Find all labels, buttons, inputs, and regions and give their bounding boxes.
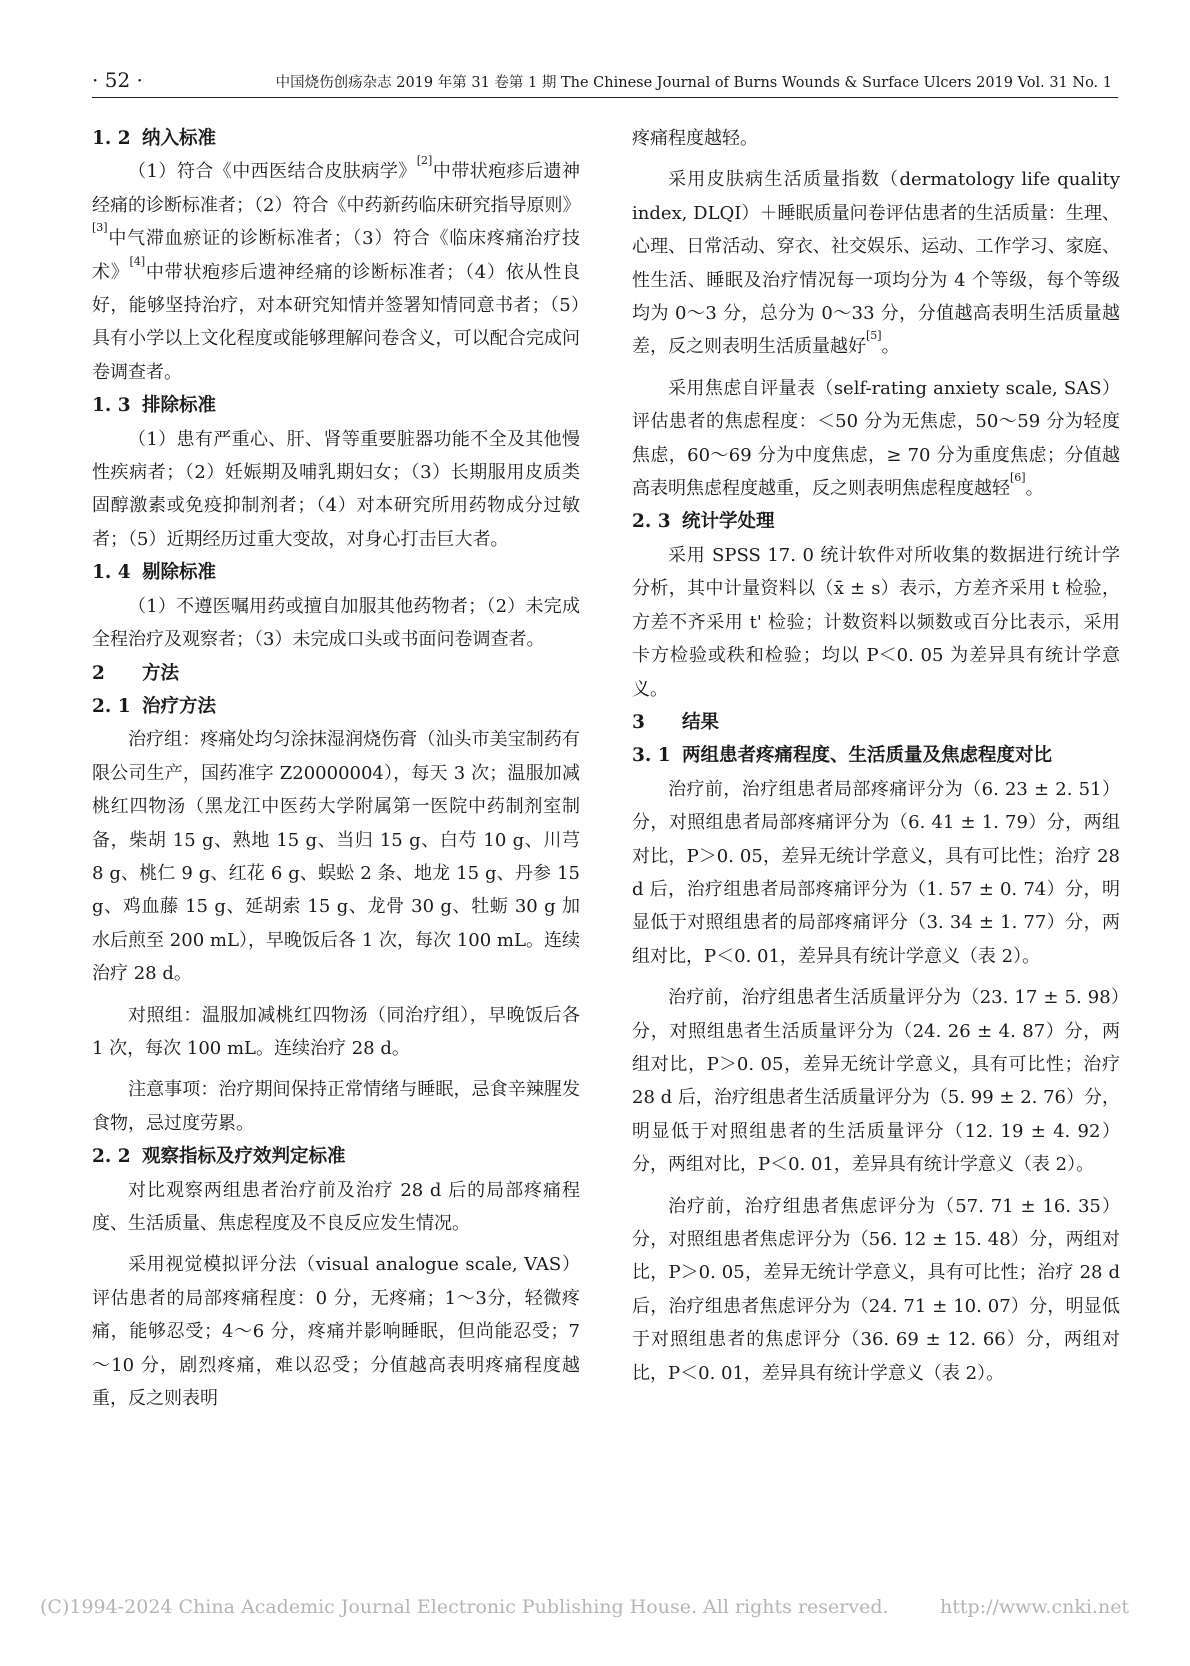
section-heading-2-3	[632, 505, 1120, 538]
section-number: 2. 3	[632, 511, 671, 533]
citation-ref: [6]	[1010, 471, 1026, 485]
section-number: 3. 1	[632, 745, 671, 767]
section-heading-3	[632, 706, 1120, 739]
section-heading-2	[92, 657, 580, 690]
section-title: 方法	[142, 662, 180, 684]
anxiety-results-paragraph: 治疗前，治疗组患者焦虑评分为（57. 71 ± 16. 35）分，对照组患者焦虑评分为（56. 12 ± 15. 48）分，两组对比，P＞0. 05，差异无统计学意义，具有可比性；治疗 28 d 后，治疗组患者焦虑评分为（24. 71 ± 10. 07）分，明显低于对照组患者的焦虑评分（36. 69 ± 12. 66）分，两组对比，P＜0. 01，差异具有统计学意义（表 2）。	[632, 1195, 1120, 1384]
section-title: 结果	[682, 711, 720, 733]
section-title: 排除标准	[142, 395, 217, 417]
section-number: 1. 2	[92, 128, 131, 149]
section-title: 剔除标准	[142, 562, 217, 584]
text-run: 采用皮肤病生活质量指数（dermatology life quality index, DLQI）＋睡眠质量问卷评估患者的生活质量：生理、心理、日常活动、穿衣、社交娱乐、运动、工作学习、家庭、性生活、睡眠及治疗情况每一项均分为 4 个等级，每个等级均为 0～3 分，总分为 0～33 分，分值越高表明生活质量越差，反之则表明生活质量越好	[632, 169, 1120, 358]
section-heading-1-4	[92, 556, 580, 589]
treatment-group-paragraph: 治疗组：疼痛处均匀涂抹湿润烧伤膏（汕头市美宝制药有限公司生产，国药准字 Z20000004），每天 3 次；温服加减桃红四物汤（黑龙江中医药大学附属第一医院中药制剂室制备，柴胡 15 g、熟地 15 g、当归 15 g、白芍 10 g、川芎 8 g、桃仁 9 g、红花 6 g、蜈蚣 2 条、地龙 15 g、丹参 15 g、鸡血藤 15 g、延胡索 15 g、龙骨 30 g、牡蛎 30 g 加水后煎至 200 mL），早晚饭后各 1 次，每次 100 mL。连续治疗 28 d。	[92, 729, 580, 985]
section-heading-1-2	[92, 122, 580, 155]
copyright-footer	[40, 1596, 1150, 1618]
section-heading-3-1	[632, 739, 1120, 772]
section-number: 1. 3	[92, 395, 131, 417]
citation-ref: [2]	[416, 154, 433, 168]
footer-url[interactable]: http://www.cnki.net	[940, 1596, 1130, 1618]
text-run: 采用焦虑自评量表（self-rating anxiety scale, SAS）评估患者的焦虑程度：＜50 分为无焦虑，50～59 分为轻度焦虑，60～69 分为中度焦虑，≥ 70 分为重度焦虑；分值越高表明焦虑程度越重，反之则表明焦虑程度越轻	[632, 377, 1120, 500]
pain-results-paragraph: 治疗前，治疗组患者局部疼痛评分为（6. 23 ± 2. 51）分，对照组患者局部疼痛评分为（6. 41 ± 1. 79）分，两组对比，P＞0. 05，差异无统计学意义，具有可比性；治疗 28 d 后，治疗组患者局部疼痛评分为（1. 57 ± 0. 74）分，明显低于对照组患者的局部疼痛评分（3. 34 ± 1. 77）分，两组对比，P＜0. 01，差异具有统计学意义（表 2）。	[632, 778, 1120, 967]
text-run: 中带状疱疹后遗神经痛的诊断标准者；（2）符合《中药新药临床研究指导原则》	[92, 161, 581, 216]
section-number: 2. 2	[92, 1146, 131, 1168]
header-rule	[92, 97, 1118, 98]
text-run: （1）符合《中西医结合皮肤病学》	[128, 161, 417, 183]
citation-ref: [5]	[866, 329, 882, 343]
dlqi-paragraph	[632, 163, 1120, 363]
section-number: 2	[92, 662, 105, 684]
section-heading-2-1	[92, 690, 580, 723]
exclusion-criteria-paragraph: （1）患有严重心、肝、肾等重要脏器功能不全及其他慢性疾病者；（2）妊娠期及哺乳期妇女；（3）长期服用皮质类固醇激素或免疫抑制剂者；（4）对本研究所用药物成分过敏者；（5）近期经历过重大变故，对身心打击巨大者。	[92, 428, 580, 550]
page-header	[92, 68, 1112, 98]
running-head: 中国烧伤创疡杂志 2019 年第 31 卷第 1 期 The Chinese Journal of Burns Wounds & Surface Ulcers 2019 Vol. 31 No. 1	[275, 75, 1112, 91]
section-title: 纳入标准	[142, 128, 217, 149]
observation-paragraph: 对比观察两组患者治疗前及治疗 28 d 后的局部疼痛程度、生活质量、焦虑程度及不良反应发生情况。	[92, 1179, 580, 1234]
text-run: 中带状疱疹后遗神经痛的诊断标准者；（4）依从性良好，能够坚持治疗，对本研究知情并签署知情同意书者；（5）具有小学以上文化程度或能够理解问卷含义，可以配合完成问卷调查者。	[92, 261, 581, 383]
inclusion-criteria-paragraph	[92, 155, 580, 389]
right-column	[632, 122, 1120, 1390]
section-number: 1. 4	[92, 562, 131, 584]
sas-paragraph	[632, 372, 1120, 506]
section-title: 观察指标及疗效判定标准	[142, 1146, 346, 1168]
section-title: 治疗方法	[142, 695, 217, 717]
page-number: · 52 ·	[92, 68, 143, 92]
quality-of-life-results-paragraph: 治疗前，治疗组患者生活质量评分为（23. 17 ± 5. 98）分，对照组患者生活质量评分为（24. 26 ± 4. 87）分，两组对比，P＞0. 05，差异无统计学意义，具有可比性；治疗 28 d 后，治疗组患者生活质量评分为（5. 99 ± 2. 76）分，明显低于对照组患者的生活质量评分（12. 19 ± 4. 92）分，两组对比，P＜0. 01，差异具有统计学意义（表 2）。	[632, 987, 1120, 1176]
section-title: 统计学处理	[682, 511, 775, 533]
text-run: 。	[1025, 478, 1044, 500]
text-run: 中气滞血瘀证的诊断标准者；（3）符合《临床疼痛治疗技术》	[92, 228, 580, 283]
citation-ref: [4]	[129, 254, 146, 268]
section-number: 3	[632, 711, 645, 733]
section-heading-2-2	[92, 1140, 580, 1173]
section-heading-1-3	[92, 389, 580, 422]
citation-ref: [3]	[92, 221, 108, 235]
statistics-paragraph: 采用 SPSS 17. 0 统计软件对所收集的数据进行统计学分析，其中计量资料以（x̄ ± s）表示，方差齐采用 t 检验，方差不齐采用 t' 检验；计数资料以频数或百分比表示，采用卡方检验或秩和检验；均以 P＜0. 05 为差异具有统计学意义。	[632, 544, 1120, 700]
left-column	[92, 122, 580, 1415]
copyright-text: (C)1994-2024 China Academic Journal Electronic Publishing House. All rights reserved.	[40, 1596, 889, 1618]
control-group-paragraph: 对照组：温服加减桃红四物汤（同治疗组），早晚饭后各 1 次，每次 100 mL。连续治疗 28 d。	[92, 1004, 580, 1059]
text-run: 。	[881, 336, 900, 358]
section-number: 2. 1	[92, 695, 131, 717]
removal-criteria-paragraph: （1）不遵医嘱用药或擅自加服其他药物者；（2）未完成全程治疗及观察者；（3）未完成口头或书面问卷调查者。	[92, 595, 580, 651]
section-title: 两组患者疼痛程度、生活质量及焦虑程度对比	[682, 745, 1053, 767]
vas-paragraph-continued: 疼痛程度越轻。	[632, 128, 758, 149]
vas-paragraph: 采用视觉模拟评分法（visual analogue scale, VAS）评估患者的局部疼痛程度：0 分，无疼痛；1～3分，轻微疼痛，能够忍受；4～6 分，疼痛并影响睡眠，但尚能忍受；7～10 分，剧烈疼痛，难以忍受；分值越高表明疼痛程度越重，反之则表明	[92, 1254, 580, 1410]
precautions-paragraph: 注意事项：治疗期间保持正常情绪与睡眠，忌食辛辣腥发食物，忌过度劳累。	[92, 1079, 580, 1134]
